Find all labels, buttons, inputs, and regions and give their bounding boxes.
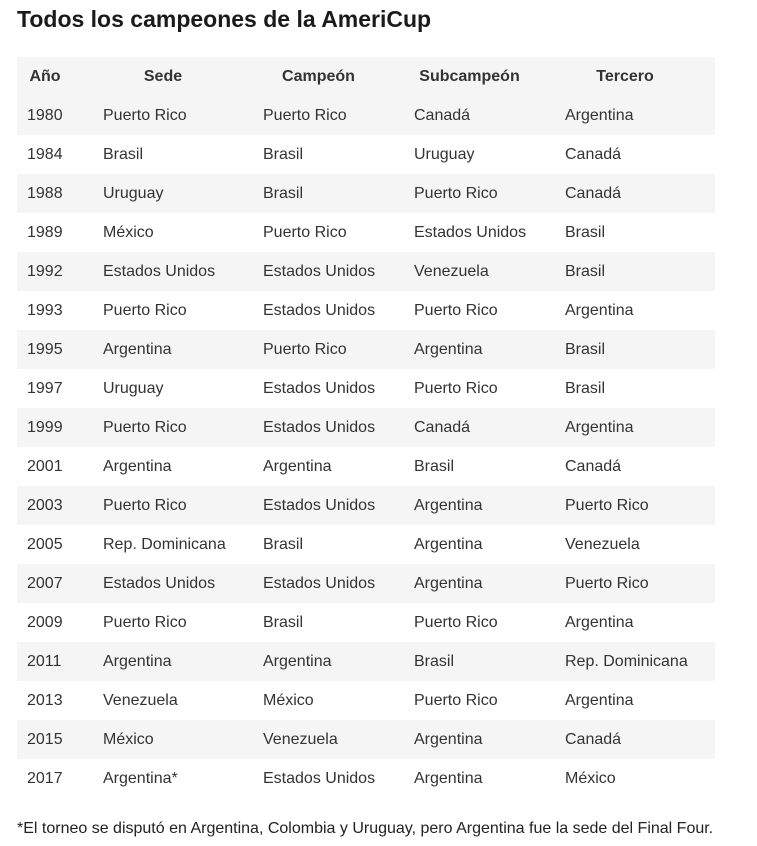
table-row [17, 759, 715, 798]
table-cell: Estados Unidos [263, 769, 376, 787]
table-cell: Uruguay [103, 184, 164, 202]
table-cell: Canadá [414, 106, 471, 124]
table-cell: 1997 [27, 379, 63, 397]
table-cell: Venezuela [103, 691, 178, 709]
table-cell: Argentina* [103, 769, 178, 787]
table-cell: Puerto Rico [414, 613, 498, 631]
table-cell: Argentina [103, 457, 172, 475]
table-cell: Argentina [414, 574, 483, 592]
table-row [17, 603, 715, 642]
table-cell: 2017 [27, 769, 63, 787]
table-row [17, 252, 715, 291]
table-cell: Puerto Rico [414, 184, 498, 202]
table-cell: 1995 [27, 340, 63, 358]
table-cell: Puerto Rico [263, 340, 347, 358]
table-cell: Brasil [414, 457, 455, 475]
table-cell: Puerto Rico [565, 574, 649, 592]
table-cell: Estados Unidos [103, 574, 216, 592]
table-cell: Argentina [103, 652, 172, 670]
table-cell: Estados Unidos [263, 301, 376, 319]
table-cell: 2013 [27, 691, 63, 709]
table-cell: Uruguay [103, 379, 164, 397]
table-cell: México [103, 730, 154, 748]
table-row [17, 213, 715, 252]
column-header: Campeón [282, 67, 355, 85]
table-cell: Brasil [263, 145, 304, 163]
table-row [17, 369, 715, 408]
table-cell: Puerto Rico [263, 223, 347, 241]
table-cell: Venezuela [414, 262, 489, 280]
table-row [17, 447, 715, 486]
table-cell: Canadá [565, 184, 622, 202]
table-cell: México [565, 769, 616, 787]
table-cell: Puerto Rico [414, 379, 498, 397]
table-cell: 2009 [27, 613, 63, 631]
table-cell: 2001 [27, 457, 63, 475]
table-cell: Venezuela [565, 535, 640, 553]
table-cell: Rep. Dominicana [565, 652, 688, 670]
table-cell: 2003 [27, 496, 63, 514]
footnote: *El torneo se disputó en Argentina, Colombia y Uruguay, pero Argentina fue la sede del Final Four. [17, 820, 714, 837]
column-header: Año [29, 67, 61, 85]
table-cell: 2005 [27, 535, 63, 553]
table-cell: Brasil [263, 184, 304, 202]
table-row [17, 642, 715, 681]
table-header-row [17, 57, 715, 96]
table-row [17, 135, 715, 174]
table-cell: Venezuela [263, 730, 338, 748]
table-cell: Brasil [263, 613, 304, 631]
table-row [17, 408, 715, 447]
table-cell: Brasil [414, 652, 455, 670]
table-row [17, 96, 715, 135]
table-cell: Estados Unidos [263, 574, 376, 592]
table-cell: Estados Unidos [263, 379, 376, 397]
table-cell: 1984 [27, 145, 63, 163]
table-cell: Puerto Rico [103, 301, 187, 319]
table-row [17, 330, 715, 369]
table-cell: Brasil [565, 262, 606, 280]
table-cell: Argentina [263, 652, 332, 670]
table-cell: Brasil [565, 379, 606, 397]
table-cell: Argentina [414, 535, 483, 553]
table-cell: Estados Unidos [263, 418, 376, 436]
table-row [17, 564, 715, 603]
table-cell: Puerto Rico [414, 301, 498, 319]
table-cell: 1980 [27, 106, 63, 124]
table-cell: Puerto Rico [565, 496, 649, 514]
table-row [17, 174, 715, 213]
table-cell: Argentina [565, 106, 634, 124]
table-row [17, 720, 715, 759]
table-cell: 2015 [27, 730, 63, 748]
table-cell: Puerto Rico [103, 106, 187, 124]
table-cell: Argentina [565, 301, 634, 319]
table-cell: 1989 [27, 223, 63, 241]
table-cell: 2011 [27, 652, 62, 670]
table-cell: Brasil [565, 340, 606, 358]
table-cell: Puerto Rico [414, 691, 498, 709]
table-cell: Brasil [103, 145, 144, 163]
table-cell: Estados Unidos [414, 223, 527, 241]
table-cell: Estados Unidos [263, 496, 376, 514]
table-cell: Argentina [414, 340, 483, 358]
table-cell: Argentina [103, 340, 172, 358]
page-title: Todos los campeones de la AmeriCup [17, 6, 432, 32]
table-cell: Brasil [565, 223, 606, 241]
table-cell: Estados Unidos [263, 262, 376, 280]
table-cell: Argentina [565, 613, 634, 631]
table-cell: Canadá [565, 145, 622, 163]
table-cell: Argentina [414, 769, 483, 787]
table-cell: Puerto Rico [103, 418, 187, 436]
table-cell: México [103, 223, 154, 241]
column-header: Sede [143, 67, 183, 85]
table-cell: 1993 [27, 301, 63, 319]
table-cell: Canadá [565, 730, 622, 748]
table-cell: 1999 [27, 418, 63, 436]
table-cell: Canadá [414, 418, 471, 436]
table-cell: Estados Unidos [103, 262, 216, 280]
table-cell: Puerto Rico [103, 496, 187, 514]
table-cell: Argentina [414, 496, 483, 514]
table-cell: Argentina [263, 457, 332, 475]
table-cell: México [263, 691, 314, 709]
table-cell: Rep. Dominicana [103, 535, 226, 553]
table-cell: Argentina [414, 730, 483, 748]
table-cell: Puerto Rico [263, 106, 347, 124]
column-header: Subcampeón [419, 67, 520, 85]
table-cell: Uruguay [414, 145, 475, 163]
table-cell: 1988 [27, 184, 63, 202]
champions-table [17, 57, 715, 798]
table-cell: Puerto Rico [103, 613, 187, 631]
table-cell: Canadá [565, 457, 622, 475]
table-row [17, 681, 715, 720]
table-row [17, 525, 715, 564]
table-cell: Argentina [565, 418, 634, 436]
table-cell: Argentina [565, 691, 634, 709]
column-header: Tercero [596, 67, 654, 85]
table-cell: 2007 [27, 574, 63, 592]
table-row [17, 486, 715, 525]
table-cell: 1992 [27, 262, 63, 280]
table-cell: Brasil [263, 535, 304, 553]
table-row [17, 291, 715, 330]
